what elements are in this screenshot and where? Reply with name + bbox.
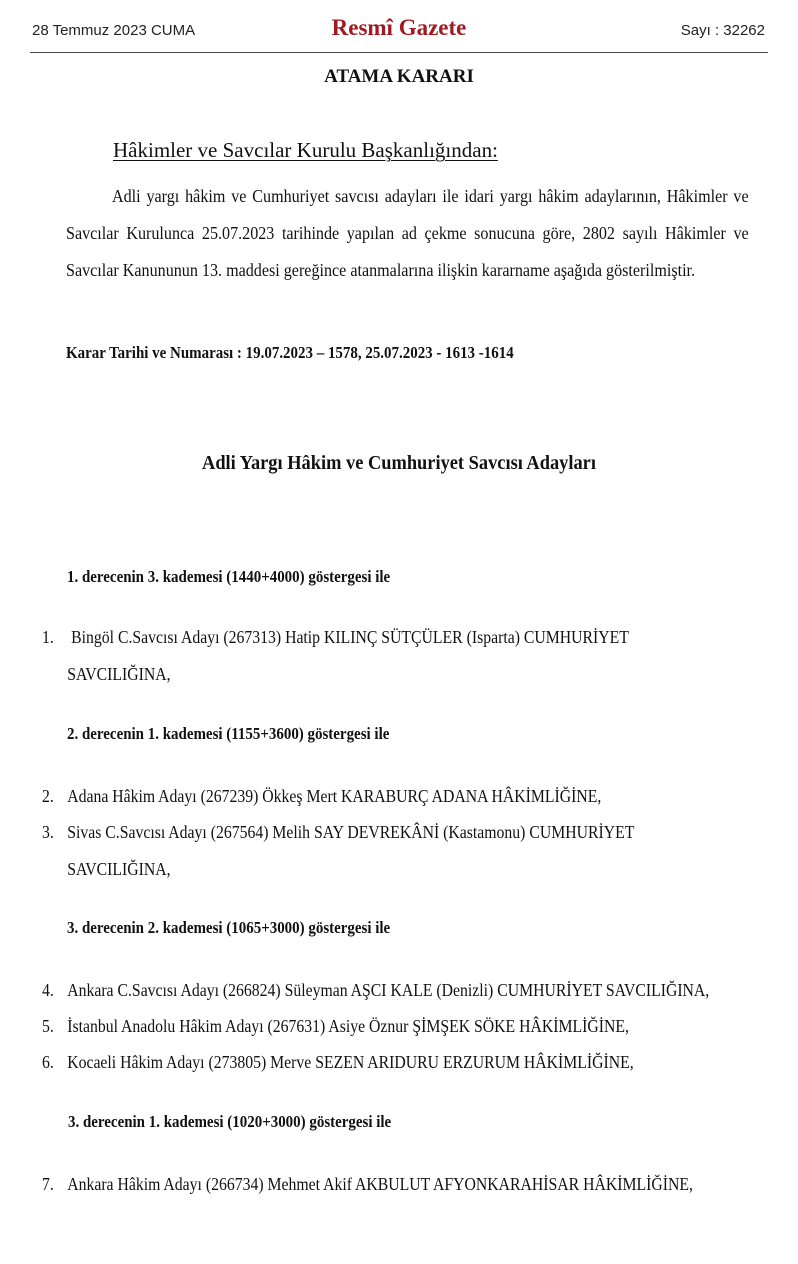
issue-date: 28 Temmuz 2023 CUMA bbox=[32, 22, 196, 39]
grade-heading: 3. derecenin 1. kademesi (1020+3000) göstergesi ile bbox=[68, 1112, 392, 1131]
decision-date-number: Karar Tarihi ve Numarası : 19.07.2023 – 1578, 25.07.2023 - 1613 -1614 bbox=[66, 343, 514, 362]
list-item bbox=[42, 778, 601, 815]
document-title: ATAMA KARARI bbox=[324, 66, 474, 87]
gazette-header bbox=[30, 0, 768, 53]
item-text: Kocaeli Hâkim Adayı (273805) Merve SEZEN ARIDURU ERZURUM HÂKİMLİĞİNE, bbox=[67, 1052, 634, 1072]
grade-heading: 1. derecenin 3. kademesi (1440+4000) göstergesi ile bbox=[67, 567, 391, 586]
item-text: Bingöl C.Savcısı Adayı (267313) Hatip KILINÇ SÜTÇÜLER (Isparta) CUMHURİYET bbox=[67, 627, 629, 647]
item-number: 6. bbox=[42, 1052, 54, 1072]
item-text-continued: SAVCILIĞINA, bbox=[67, 664, 171, 684]
item-number: 1. bbox=[42, 627, 54, 647]
list-item bbox=[42, 1044, 634, 1081]
item-text: Adana Hâkim Adayı (267239) Ökkeş Mert KARABURÇ ADANA HÂKİMLİĞİNE, bbox=[67, 786, 602, 806]
gazette-title: Resmî Gazete bbox=[331, 15, 467, 40]
grade-heading: 2. derecenin 1. kademesi (1155+3600) göstergesi ile bbox=[67, 724, 390, 743]
section-title: Adli Yargı Hâkim ve Cumhuriyet Savcısı Adayları bbox=[202, 452, 596, 474]
item-text: İstanbul Anadolu Hâkim Adayı (267631) Asiye Öznur ŞİMŞEK SÖKE HÂKİMLİĞİNE, bbox=[67, 1016, 629, 1036]
issuing-authority: Hâkimler ve Savcılar Kurulu Başkanlığından: bbox=[113, 138, 498, 162]
item-text-continued: SAVCILIĞINA, bbox=[67, 859, 171, 879]
issue-number: Sayı : 32262 bbox=[680, 22, 765, 39]
item-number: 4. bbox=[42, 980, 54, 1000]
item-text: Ankara C.Savcısı Adayı (266824) Süleyman AŞCI KALE (Denizli) CUMHURİYET SAVCILIĞINA, bbox=[67, 980, 710, 1000]
list-item bbox=[42, 1166, 693, 1203]
intro-paragraph: Adli yargı hâkim ve Cumhuriyet savcısı adayları ile idari yargı hâkim adaylarının, Hâkimler ve Savcılar Kurulunca 25.07.2023 tarihinde yapılan ad çekme sonucuna göre, 2802 sayılı Hâkimler ve Savcılar Kanununun 13. maddesi gereğince atanmalarına ilişkin kararname aşağıda gösterilmiştir. bbox=[66, 186, 749, 280]
list-item bbox=[42, 619, 629, 693]
list-item bbox=[42, 1008, 629, 1045]
list-item bbox=[42, 814, 634, 888]
item-number: 7. bbox=[42, 1174, 54, 1194]
item-text: Sivas C.Savcısı Adayı (267564) Melih SAY DEVREKÂNİ (Kastamonu) CUMHURİYET bbox=[67, 822, 635, 842]
item-number: 3. bbox=[42, 822, 54, 842]
item-number: 5. bbox=[42, 1016, 54, 1036]
item-number: 2. bbox=[42, 786, 54, 806]
list-item bbox=[42, 972, 709, 1009]
item-text: Ankara Hâkim Adayı (266734) Mehmet Akif AKBULUT AFYONKARAHİSAR HÂKİMLİĞİNE, bbox=[67, 1174, 693, 1194]
grade-heading: 3. derecenin 2. kademesi (1065+3000) göstergesi ile bbox=[67, 918, 391, 937]
